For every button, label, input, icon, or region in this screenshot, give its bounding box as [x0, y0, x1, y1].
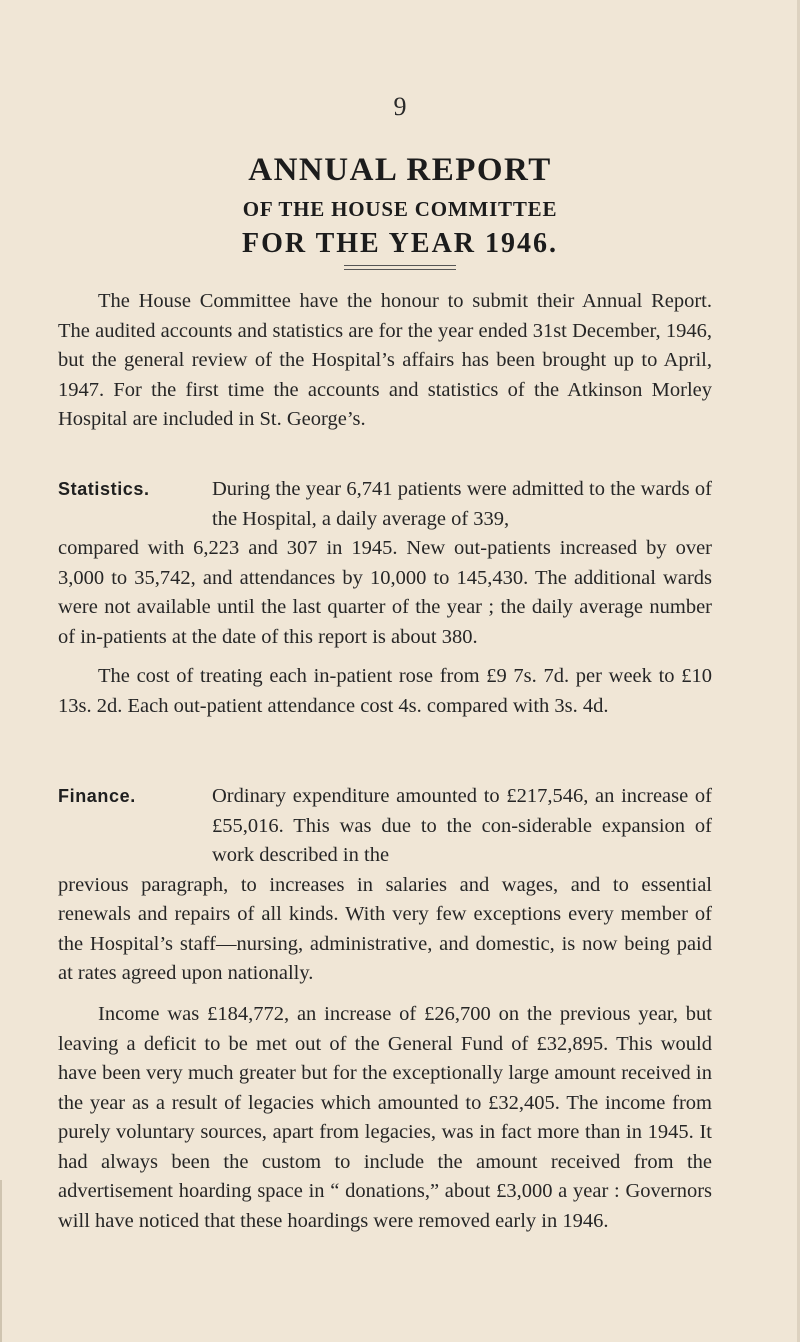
title-divider — [344, 265, 456, 270]
statistics-text-continued: compared with 6,223 and 307 in 1945. New out-patients increased by over 3,000 to 35,742, and attendances by 10,000 to 145,430. The additional wards were not available until the last quarter of the year ; the daily average number of in-patients at the date of this report is about 380. — [58, 537, 712, 648]
statistics-paragraph — [58, 475, 712, 652]
report-title: ANNUAL REPORT — [248, 152, 552, 188]
finance-text-indented: Ordinary expenditure amounted to £217,546, an increase of £55,016. This was due to the con-siderable expansion of work described in the — [212, 785, 712, 866]
cost-paragraph: The cost of treating each in-patient rose from £9 7s. 7d. per week to £10 13s. 2d. Each out-patient attendance cost 4s. compared with 3s. 4d. — [58, 665, 712, 717]
income-paragraph: Income was £184,772, an increase of £26,700 on the previous year, but leaving a deficit to be met out of the General Fund of £32,895. This would have been very much greater but for the exceptionally large amount received in the year as a result of legacies which amounted to £32,405. The income from purely voluntary sources, apart from legacies, was in fact more than in 1945. It had always been the custom to include the amount received from the advertisement hoarding space in “ donations,” about £3,000 a year : Governors will have noticed that these hoardings were removed early in 1946. — [58, 1003, 712, 1232]
report-year: FOR THE YEAR 1946. — [241, 228, 559, 259]
finance-text-continued: previous paragraph, to increases in salaries and wages, and to essential renewals and repairs of all kinds. With very few exceptions every member of the Hospital’s staff—nursing, administrative, and domestic, is now being paid at rates agreed upon nationally. — [58, 873, 712, 984]
page-number: 9 — [393, 92, 407, 121]
report-subtitle: OF THE HOUSE COMMITTEE — [242, 197, 558, 221]
statistics-text-indented: During the year 6,741 patients were admitted to the wards of the Hospital, a daily average of 339, — [212, 478, 712, 530]
finance-heading: Finance. — [58, 786, 136, 806]
finance-paragraph — [58, 782, 712, 989]
intro-paragraph: The House Committee have the honour to submit their Annual Report. The audited accounts and statistics are for the year ended 31st December, 1946, but the general review of the Hospital’s affairs has been brought up to April, 1947. For the first time the accounts and statistics of the Atkinson Morley Hospital are included in St. George’s. — [58, 290, 712, 430]
statistics-heading: Statistics. — [58, 479, 150, 499]
report-title-block — [0, 148, 800, 264]
page-left-edge — [0, 1180, 2, 1342]
